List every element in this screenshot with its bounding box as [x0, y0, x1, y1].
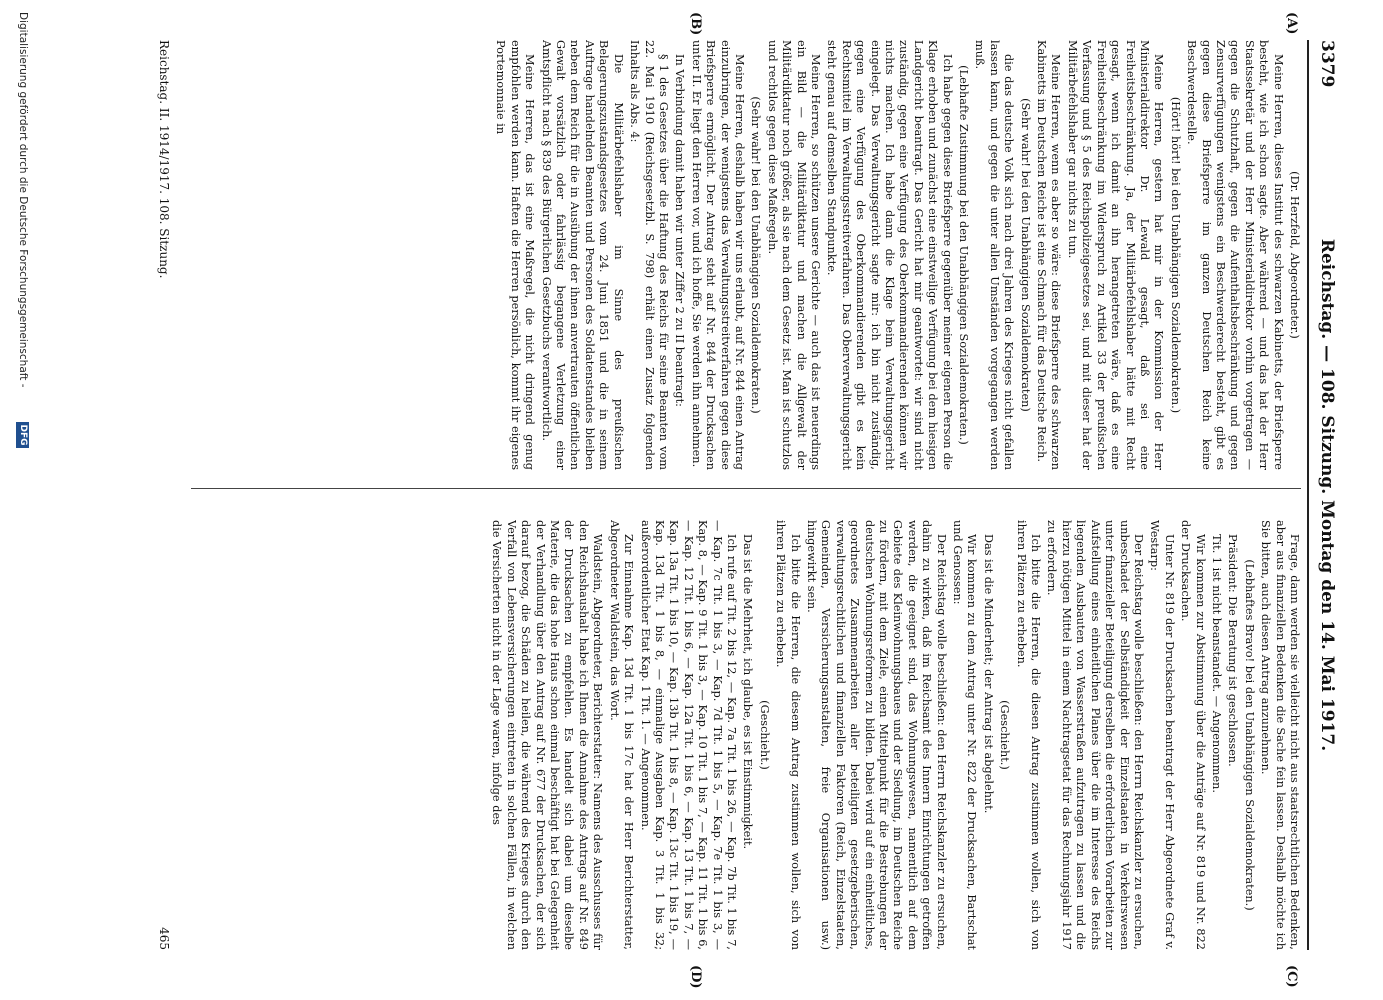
paragraph: Tit. 1 ist nicht beanstandet. — Angenommen.: [1209, 534, 1223, 794]
dfg-logo: DFG: [16, 422, 29, 448]
paragraph: Meine Herren, das ist eine Maßregel, die nicht dringend genug empfohlen werden kann. Haften die Herren persönlich, kommt ihr eigenes Portemonnaie in: [494, 40, 537, 470]
paragraph: (Dr. Herzfeld, Abgeordneter.): [1288, 171, 1301, 339]
paragraph: Frage, dann werden sie vielleicht nicht aus staatsrechtlichen Bedenken, aber aus finanziellen Bedenken die Sache fein lassen. Deshalb möchte ich Sie bitten, auch diesen Antrag anzunehmen.: [1259, 520, 1301, 950]
paragraph: (Sehr wahr! bei den Unabhängigen Sozialdemokraten.): [749, 96, 763, 414]
left-text-column: [181, 40, 1301, 470]
column-divider: [191, 488, 1301, 489]
paragraph: Ich bitte die Herren, die diesem Antrag zustimmen wollen, sich von ihren Plätzen zu erheben.: [774, 520, 802, 950]
page-footer: [151, 40, 171, 950]
paragraph: Meine Herren, wenn es aber so wäre: diese Briefsperre des schwarzen Kabinetts im Deutschen Reiche ist eine Schmach für das Deutsche Reich.: [1035, 40, 1063, 470]
paragraph: Wir kommen zur Abstimmung über die Anträge auf Nr. 819 und Nr. 822 der Drucksachen.: [1179, 520, 1207, 950]
page-header: [1307, 40, 1343, 950]
paragraph: Ich habe gegen diese Briefsperre gegenüber meiner eigenen Person die Klage erhoben und zunächst eine einstweilige Verfügung bei dem hiesigen Landgericht beantragt. Das Gericht hat mir geantwortet: wir sind nicht zuständig, gegen eine Verfügung des Oberkommandierenden können wir nichts machen. Ich habe dann die Klage beim Verwaltungsgericht eingelegt. Das Verwaltungsgericht sagte mir: ich bin nicht zuständig, gegen eine Verfügung des Oberkommandierenden gibt es kein Rechtsmittel im Verwaltungsstreitverfahren. Das Oberverwaltungsgericht steht genau auf demselben Standpunkte.: [825, 40, 954, 470]
paragraph: Präsident: Die Beratung ist geschlossen.: [1226, 534, 1240, 767]
paragraph: Wir kommen zu dem Antrag unter Nr. 822 der Drucksachen, Bartschat und Genossen:: [951, 520, 979, 950]
paragraph: Unter Nr. 819 der Drucksachen beantragt der Herr Abgeordnete Graf v. Westarp:: [1148, 520, 1176, 950]
margin-marker-c: (C): [1284, 965, 1299, 988]
digitization-caption: [11, 0, 31, 1000]
caption-text: Digitalisierung gefördert durch die Deutsche Forschungsgemeinschaft -: [17, 12, 29, 388]
right-text-column: [181, 520, 1301, 950]
margin-marker-b: (B): [688, 12, 703, 36]
paragraph: Das ist die Mehrheit, ich glaube, es ist Einstimmigkeit.: [741, 534, 755, 850]
paragraph: Der Reichstag wolle beschließen: den Herrn Reichskanzler zu ersuchen, unbeschadet der Selbständigkeit der Einzelstaaten in Verkehrswesen unter finanzieller Beteiligung derselben die erforderlichen Vorarbeiten zur Aufstellung eines einheitlichen Planes über die im Interesse des Reichs liegenden Ausbauten von Wasserstraßen aufzutragen zu lassen und die hierzu nötigen Mittel in einem Nachtragsetat für das Rechnungsjahr 1917 zu erfordern.: [1045, 520, 1145, 950]
paragraph: Das ist die Minderheit; der Antrag ist abgelehnt.: [981, 534, 995, 814]
paragraph: In Verbindung damit haben wir unter Ziffer 2 zu II beantragt:: [673, 54, 687, 407]
paragraph: (Sehr wahr! bei den Unabhängigen Sozialdemokraten): [1018, 98, 1032, 412]
paragraph: Ich bitte die Herren, die diesen Antrag zustimmen wollen, sich von ihren Plätzen zu erheben.: [1014, 520, 1043, 950]
paragraph: (Hört! hört! bei den Unabhängigen Sozialdemokraten.): [1168, 96, 1182, 414]
paragraph: die das deutsche Volk sich nach drei Jahren des Krieges nicht gefallen lassen kann, und gegen die unter allen Umständen vorgegangen werden muß.: [973, 40, 1016, 470]
paragraph: (Lebhafte Zustimmung bei den Unabhängigen Sozialdemokraten.): [957, 65, 971, 445]
paragraph: Zur Einnahme Kap. 13d Tit. 1 bis 17c hat der Herr Berichterstatter, Abgeordneter Waldstein, das Wort.: [607, 520, 636, 950]
paragraph: Ich rufe auf Tit. 2 bis 12, — Kap. 7a Tit. 1 bis 26, — Kap. 7b Tit. 1 bis 7, — Kap. 7c Tit. 1 bis 3, — Kap. 7d Tit. 1 bis 5, — Kap. 7e Tit. 1 bis 3, — Kap. 8, — Kap. 9 Tit. 1 bis 3, — Kap. 10 Tit. 1 bis 7, — Kap. 11 Tit. 1 bis 6, — Kap. 12 Tit. 1 bis 6, — Kap. 12a Tit. 1 bis 6, — Kap. 13 Tit. 1 bis 7, — Kap. 13a Tit. 1 bis 10, — Kap. 13b Tit. 1 bis 8, — Kap. 13c Tit. 1 bis 19, — Kap. 13d Tit. 1 bis 8, — einmalige Ausgaben Kap. 3 Tit. 1 bis 32; außerordentlicher Etat Kap. 1 Tit. 1. — Angenommen.: [638, 520, 738, 950]
running-title: Reichstag. — 108. Sitzung. Montag den 14. Mai 1917.: [1317, 238, 1337, 752]
paragraph: Waldstein, Abgeordneter, Berichterstatter: Namens des Ausschusses für den Reichshaushalt habe ich Ihnen die Annahme des Antrags auf Nr. 849 der Drucksachen zu empfehlen. Es handelt sich dabei um dieselbe Materie, die das hohe Haus schon einmal beschäftigt hat bei Gelegenheit der Verhandlung über den Antrag auf Nr. 677 der Drucksachen, der sich darauf bezog, die Schäden zu heilen, die während des Krieges durch den Verfall von Lebensversicherungen eintreten in solchen Fällen, in welchen die Versicherten nicht in der Lage waren, infolge des: [490, 520, 605, 950]
paragraph: (Geschieht.): [998, 700, 1012, 770]
footer-source: Reichstag. II. 1914/1917. 108. Sitzung.: [157, 40, 171, 279]
paragraph: Meine Herren, deshalb haben wir uns erlaubt, auf Nr. 844 einen Antrag einzubringen, der wenigstens das Verwaltungsstreitverfahren gegen diese Briefsperre ermöglicht. Der Antrag steht auf Nr. 844 der Drucksachen unter II. Er liegt den Herren vor, und ich hoffe, Sie werden ihn annehmen.: [689, 40, 746, 470]
paragraph: § 1 des Gesetzes über die Haftung des Reichs für seine Beamten vom 22. Mai 1910 (Reichsgesetzbl. S. 798) erhält einen Zusatz folgenden Inhalts als Abs. 4:: [628, 40, 670, 470]
margin-marker-a: (A): [1284, 12, 1299, 35]
paragraph: Meine Herren, dieses Institut des schwarzen Kabinetts, der Briefsperre besteht, wie ich schon sagte. Aber während — und das hat der Herr Staatssekretär und der Herr Ministerialdirektor vorhin vorgetragen — gegen die Schutzhaft, gegen die Aufenthaltsbeschränkung und gegen Zensurverfügungen wenigstens ein Beschwerderecht besteht, gibt es gegen diese Briefsperre im ganzen Deutschen Reich keine Beschwerdestelle.: [1185, 40, 1285, 470]
footer-page-number: 465: [157, 927, 171, 950]
page-number: 3379: [1317, 40, 1337, 88]
paragraph: Meine Herren, gestern hat mir in der Kommission der Herr Ministerialdirektor Dr. Lewald gesagt, daß sei eine Freiheitsbeschränkung. Ja, der Militärbefehlshaber hätte mit Recht gesagt, wenn ich damit an ihn herangetreten wäre, daß es eine Freiheitsbeschränkung im Widerspruch zu Artikel 33 der preußischen Verfassung und § 5 des Reichspolizeigesetzes sei, und mit dieser hat der Militärbefehlshaber gar nichts zu tun.: [1065, 40, 1166, 470]
paragraph: (Geschieht.): [757, 700, 771, 770]
paragraph: Die Militärbefehlshaber im Sinne des preußischen Belagerungszustandsgesetzes vom 24. Juni 1851 und die in seinem Auftrage handelnden Beamten und Personen des Soldatenstandes bleiben neben dem Reich für die in Ausübung der ihnen anvertrauten öffentlichen Gewalt vorsätzlich oder fahrlässig begangene Verletzung einer Amtspflicht nach § 839 des Bürgerlichen Gesetzbuchs verantwortlich.: [539, 40, 625, 470]
margin-marker-d: (D): [688, 965, 703, 989]
paragraph: Meine Herren, so schützen unsere Gerichte — auch das ist neuerdings ein Bild — die Militärdiktatur und machen die Allgewalt der Militärdiktatur noch größer, als sie nach dem Gesetz ist. Man ist schutzlos und rechtlos gegen diese Maßregeln.: [765, 40, 822, 470]
paragraph: Der Reichstag wolle beschließen: den Herrn Reichskanzler zu ersuchen, dahin zu wirken, daß im Reichsamt des Innern Einrichtungen getroffen werden, die geeignet sind, das Wohnungswesen, namentlich auf dem Gebiete des Kleinwohnungsbaues und der Siedlung, im Deutschen Reiche zu fördern, mit dem Ziele, einen Mittelpunkt für die Bestrebungen der deutschen Wohnungsreformen zu bilden. Dabei wird auf ein einheitliches, geordnetes Zusammenarbeiten aller beteiligten gesetzgeberischen, verwaltungsrechtlichen und finanziellen Faktoren (Reich, Einzelstaaten, Gemeinden, Versicherungsanstalten, freie Organisationen usw.) hingewirkt sein.: [805, 520, 948, 950]
paragraph: (Lebhaftes Bravo! bei den Unabhängigen Sozialdemokraten.): [1242, 559, 1256, 911]
